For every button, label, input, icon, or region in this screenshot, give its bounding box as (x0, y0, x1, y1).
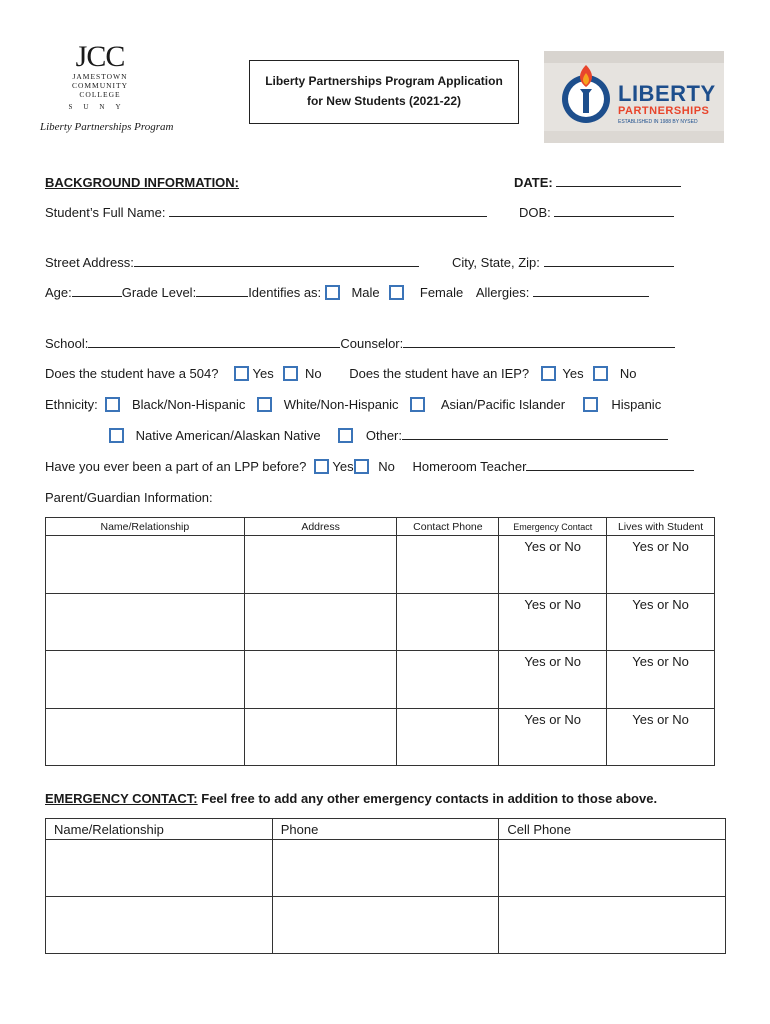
em-header-name: Name/Relationship (46, 819, 273, 840)
table-row (46, 840, 726, 897)
iep-yes-label: Yes (562, 366, 584, 381)
eth-other-checkbox[interactable] (338, 428, 353, 443)
emergency-cell[interactable]: Yes or No (499, 708, 607, 766)
eth-other-field[interactable] (402, 428, 668, 440)
liberty-partnerships-logo (544, 51, 724, 143)
col-header-name: Name/Relationship (46, 518, 245, 536)
full-name-row (45, 205, 487, 220)
em-header-phone: Phone (272, 819, 499, 840)
dob-field[interactable] (554, 205, 674, 217)
jcc-logo-line: COLLEGE (79, 90, 121, 99)
jcc-logo (40, 40, 174, 152)
table-row (46, 708, 715, 766)
date-label: DATE: (514, 175, 553, 190)
emergency-cell[interactable]: Yes or No (499, 593, 607, 651)
age-grade-row (45, 285, 649, 300)
female-checkbox[interactable] (389, 285, 404, 300)
ethnicity-row (45, 397, 661, 412)
homeroom-field[interactable] (526, 459, 694, 471)
lpp-no-checkbox[interactable] (354, 459, 369, 474)
emergency-heading-row (45, 791, 657, 806)
em-name-cell[interactable] (46, 840, 273, 897)
iep-no-checkbox[interactable] (593, 366, 608, 381)
title-line-1: Liberty Partnerships Program Application (265, 74, 503, 88)
eth-white-checkbox[interactable] (257, 397, 272, 412)
504-no-label: No (304, 366, 322, 381)
em-name-cell[interactable] (46, 897, 273, 954)
school-row (45, 336, 675, 351)
iep-no-label: No (619, 366, 637, 381)
504-yes-label: Yes (252, 366, 274, 381)
school-label: School: (45, 336, 89, 351)
grade-label: Grade Level: (121, 285, 197, 300)
logo-word-liberty: LIBERTY (618, 81, 716, 106)
table-row (46, 593, 715, 651)
table-header-row (46, 819, 726, 840)
eth-hispanic-checkbox[interactable] (583, 397, 598, 412)
emergency-heading: EMERGENCY CONTACT: (45, 791, 198, 806)
parent-info-label: Parent/Guardian Information: (45, 490, 213, 505)
homeroom-label: Homeroom Teacher (412, 459, 527, 474)
address-cell[interactable] (244, 651, 397, 709)
lives-with-cell[interactable]: Yes or No (607, 651, 715, 709)
logo-word-partnerships: PARTNERSHIPS (618, 105, 710, 117)
counselor-field[interactable] (403, 336, 675, 348)
eth-hispanic-label: Hispanic (611, 397, 662, 412)
phone-cell[interactable] (397, 651, 499, 709)
name-cell[interactable] (46, 593, 245, 651)
city-field[interactable] (544, 255, 674, 267)
school-field[interactable] (88, 336, 340, 348)
emergency-note: Feel free to add any other emergency contacts in addition to those above. (197, 791, 658, 806)
em-cell-phone-cell[interactable] (499, 840, 726, 897)
eth-black-checkbox[interactable] (105, 397, 120, 412)
phone-cell[interactable] (397, 536, 499, 594)
name-cell[interactable] (46, 708, 245, 766)
phone-cell[interactable] (397, 708, 499, 766)
logo-tagline: ESTABLISHED IN 1988 BY NYSED (618, 119, 698, 125)
suny-text: SUNY (68, 103, 132, 111)
jcc-logo-letters: JCC (75, 40, 125, 73)
male-label: Male (351, 285, 380, 300)
dob-row (519, 205, 674, 220)
age-field[interactable] (72, 285, 122, 297)
table-row (46, 897, 726, 954)
street-row (45, 255, 419, 270)
eth-other-label: Other: (365, 428, 402, 443)
lives-with-cell[interactable]: Yes or No (607, 708, 715, 766)
lpp-no-label: No (378, 459, 395, 474)
address-cell[interactable] (244, 536, 397, 594)
col-header-emergency: Emergency Contact (499, 518, 607, 536)
em-phone-cell[interactable] (272, 840, 499, 897)
table-header-row (46, 518, 715, 536)
lpp-yes-label: Yes (332, 459, 354, 474)
parent-guardian-table (45, 517, 715, 766)
eth-asian-checkbox[interactable] (410, 397, 425, 412)
date-row (514, 175, 681, 190)
col-header-lives-with: Lives with Student (607, 518, 715, 536)
eth-black-label: Black/Non-Hispanic (132, 397, 246, 412)
eth-white-label: White/Non-Hispanic (283, 397, 399, 412)
dob-label: DOB: (519, 205, 551, 220)
name-cell[interactable] (46, 536, 245, 594)
name-cell[interactable] (46, 651, 245, 709)
emergency-cell[interactable]: Yes or No (499, 536, 607, 594)
male-checkbox[interactable] (325, 285, 340, 300)
allergies-field[interactable] (533, 285, 649, 297)
counselor-label: Counselor: (340, 336, 404, 351)
lives-with-cell[interactable]: Yes or No (607, 593, 715, 651)
504-yes-checkbox[interactable] (234, 366, 249, 381)
col-header-phone: Contact Phone (397, 518, 499, 536)
phone-cell[interactable] (397, 593, 499, 651)
iep-yes-checkbox[interactable] (541, 366, 556, 381)
street-field[interactable] (134, 255, 419, 267)
title-line-2: for New Students (2021-22) (306, 94, 462, 108)
background-heading: BACKGROUND INFORMATION: (45, 175, 240, 190)
eth-native-label: Native American/Alaskan Native (135, 428, 321, 443)
table-row (46, 536, 715, 594)
lpp-yes-checkbox[interactable] (314, 459, 329, 474)
application-title-box (249, 60, 519, 124)
date-field[interactable] (556, 175, 681, 187)
female-label: Female (419, 285, 464, 300)
ethnicity-row-2 (109, 428, 668, 443)
address-cell[interactable] (244, 708, 397, 766)
lpp-before-label: Have you ever been a part of an LPP before? (45, 459, 307, 474)
emergency-cell[interactable]: Yes or No (499, 651, 607, 709)
ethnicity-label: Ethnicity: (45, 397, 98, 412)
q504-label: Does the student have a 504? (45, 366, 219, 381)
address-cell[interactable] (244, 593, 397, 651)
em-header-cell: Cell Phone (499, 819, 726, 840)
age-label: Age: (45, 285, 72, 300)
em-cell-phone-cell[interactable] (499, 897, 726, 954)
street-label: Street Address: (45, 255, 134, 270)
city-row (452, 255, 674, 270)
identifies-label: Identifies as: (248, 285, 322, 300)
col-header-address: Address (244, 518, 397, 536)
table-row (46, 651, 715, 709)
em-phone-cell[interactable] (272, 897, 499, 954)
eth-asian-label: Asian/Pacific Islander (440, 397, 566, 412)
eth-native-checkbox[interactable] (109, 428, 124, 443)
full-name-field[interactable] (169, 205, 487, 217)
emergency-contact-table (45, 818, 726, 954)
grade-field[interactable] (196, 285, 248, 297)
full-name-label: Student’s Full Name: (45, 205, 166, 220)
jcc-logo-line: JAMESTOWN (72, 72, 128, 81)
plan-504-iep-row (45, 366, 637, 381)
jcc-logo-line: COMMUNITY (71, 81, 129, 90)
lives-with-cell[interactable]: Yes or No (607, 536, 715, 594)
qiep-label: Does the student have an IEP? (349, 366, 530, 381)
city-label: City, State, Zip: (452, 255, 540, 270)
allergies-label: Allergies: (475, 285, 530, 300)
504-no-checkbox[interactable] (283, 366, 298, 381)
lpp-script-text: Liberty Partnerships Program (40, 121, 174, 133)
lpp-before-row (45, 459, 694, 474)
